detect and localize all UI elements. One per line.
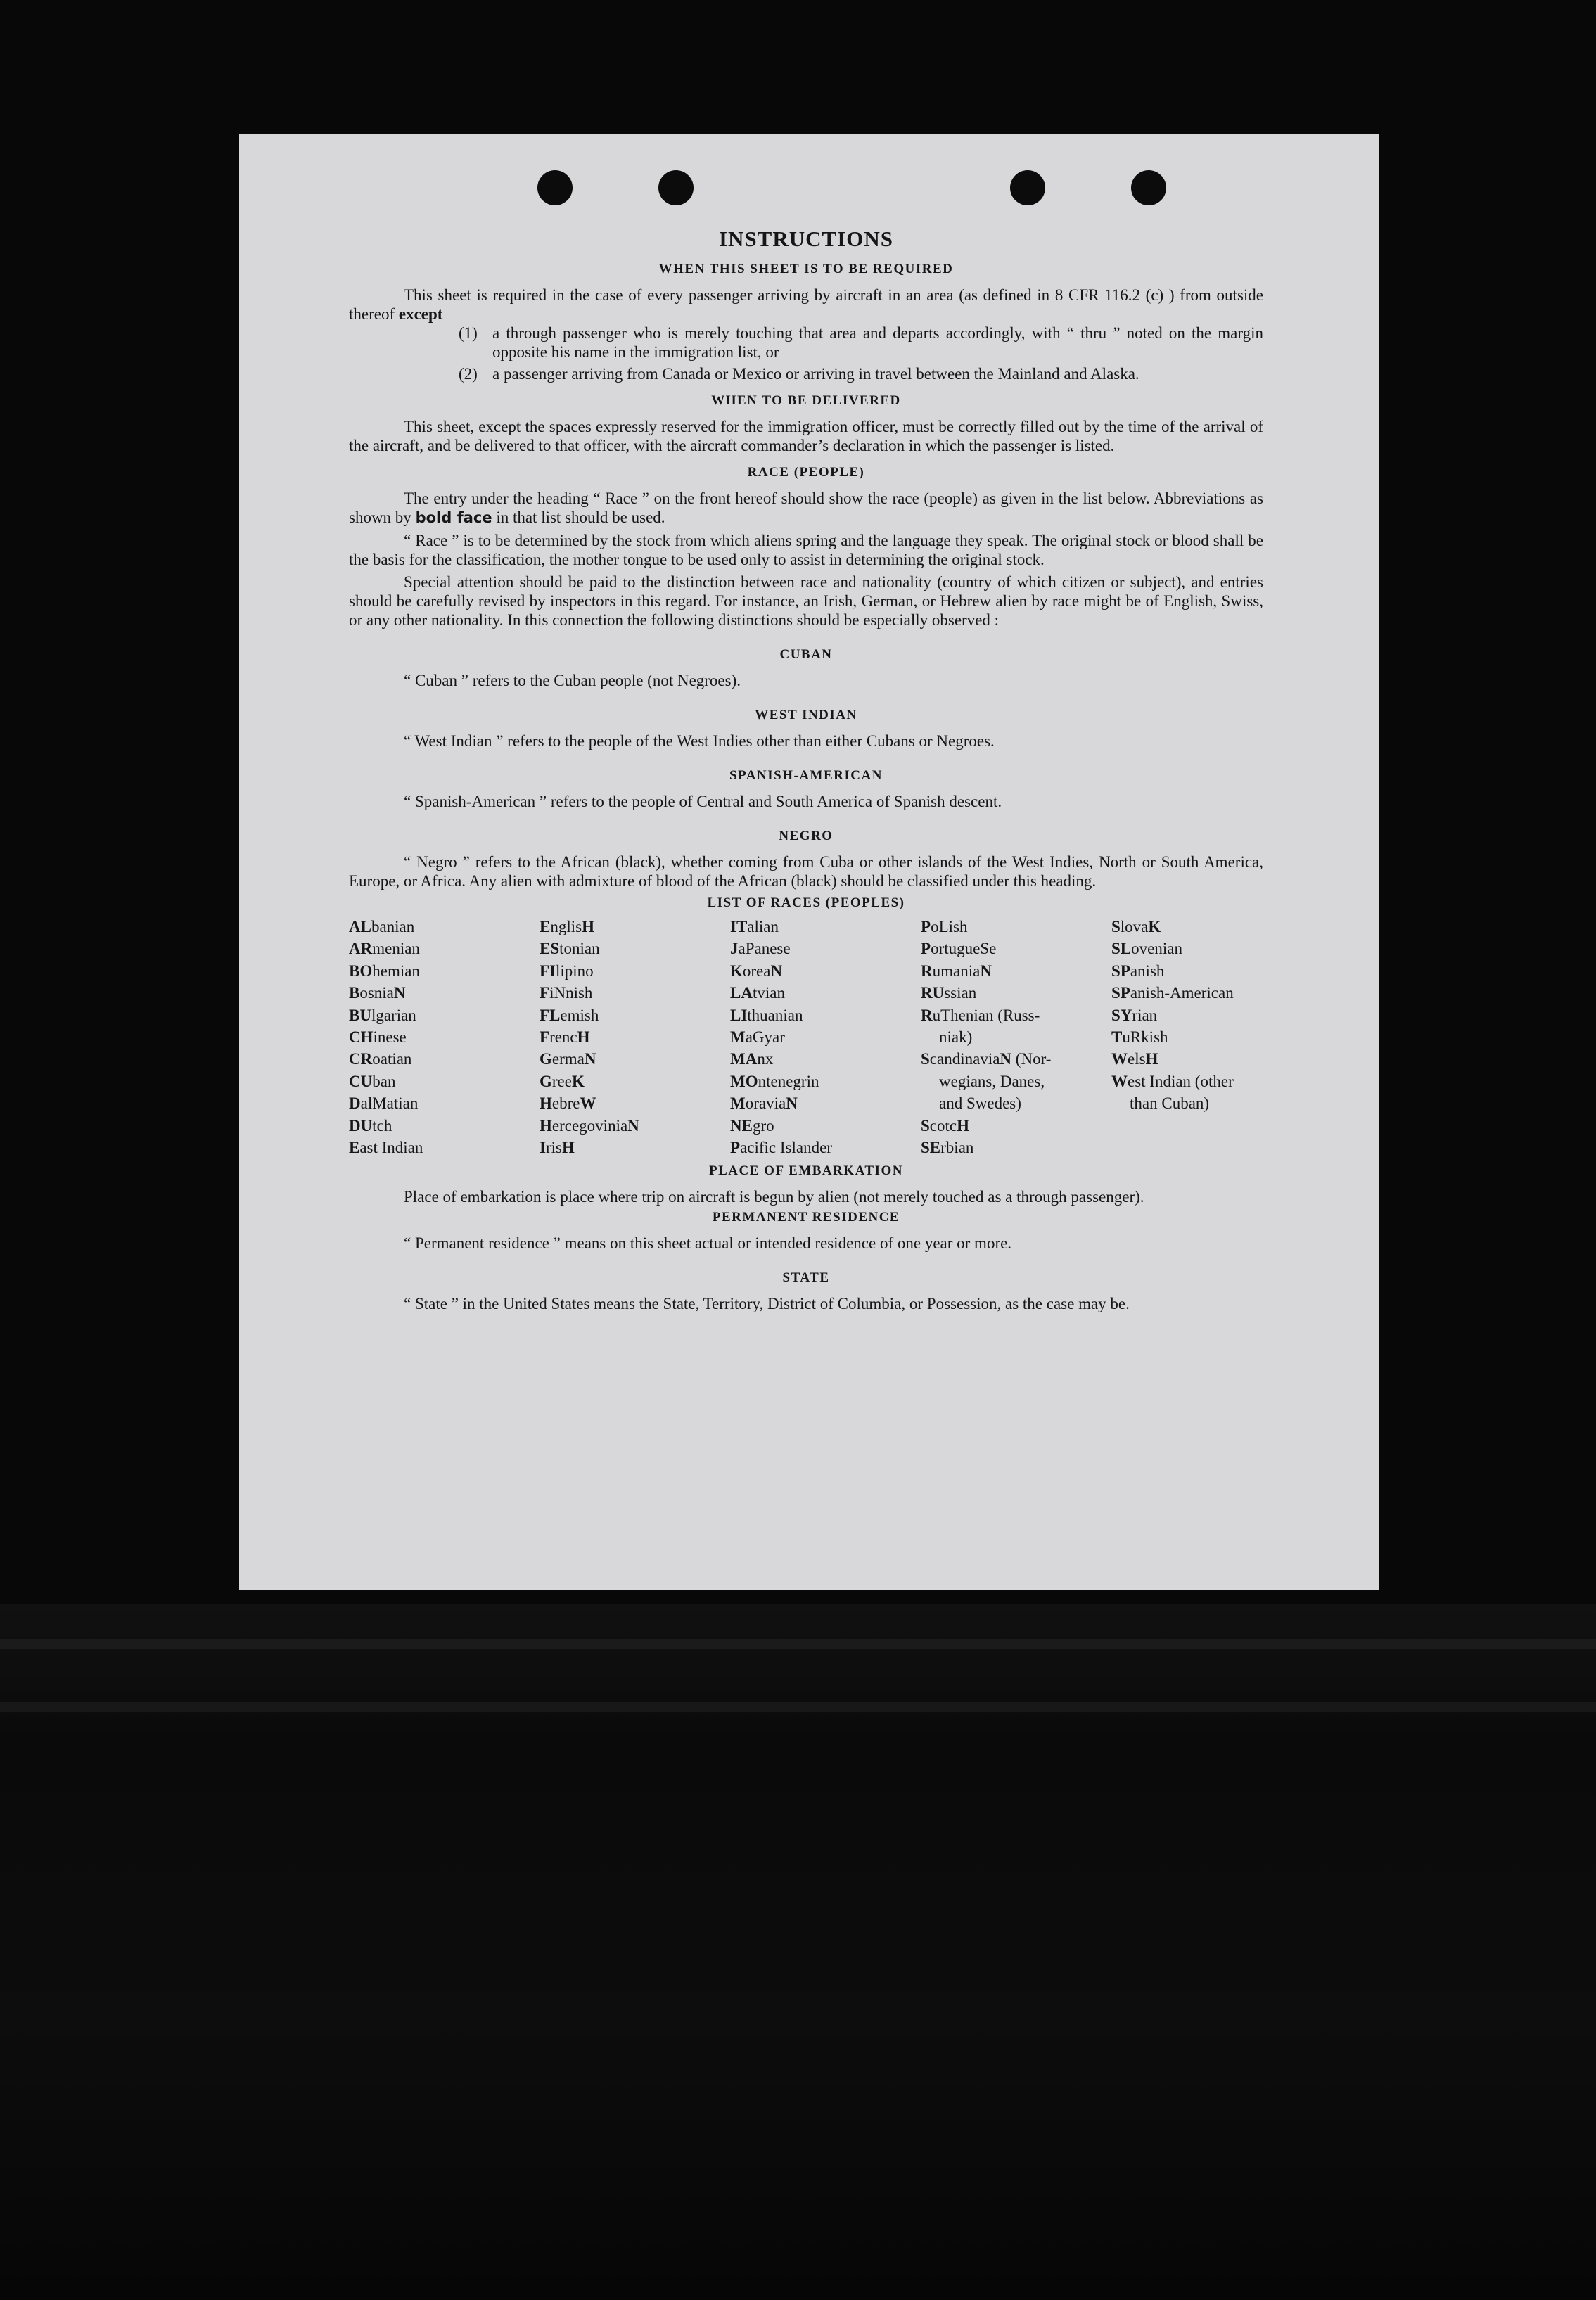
race-entry: ITalian [730, 918, 779, 935]
race-entry: HebreW [540, 1094, 596, 1113]
race-entry: IrisH [540, 1139, 575, 1157]
item-number: (1) [459, 324, 478, 342]
when-required-text: This sheet is required in the case of every passenger arriving by aircraft in an area (as defined in 8 CFR 116.2 (c) ) from outside thereof [349, 286, 1263, 323]
paragraph-cuban: “ Cuban ” refers to the Cuban people (not Negroes). [404, 672, 741, 689]
race-entry: RumaniaN [921, 961, 992, 980]
race-entry: GreeK [540, 1072, 585, 1090]
race-entry: wegians, Danes, [939, 1072, 1045, 1090]
race-entry: PortugueSe [921, 940, 997, 958]
race-entry: SPanish-American [1111, 984, 1234, 1002]
item-text: a passenger arriving from Canada or Mexico or arriving in travel between the Mainland and Alaska. [492, 365, 1139, 383]
paragraph-when-required [349, 286, 1263, 324]
heading-state: STATE [782, 1270, 830, 1286]
race-entry: ScotcH [921, 1116, 969, 1135]
race-entry: niak) [939, 1028, 973, 1047]
race-entry: BosniaN [349, 984, 406, 1002]
race-entry: NEgro [730, 1116, 774, 1135]
race-entry: SErbian [921, 1139, 974, 1157]
race-entry: CUban [349, 1072, 396, 1090]
race-entry: ARmenian [349, 940, 420, 958]
race-entry: LAtvian [730, 984, 785, 1002]
race-entry: CHinese [349, 1028, 407, 1047]
race-entry: MaGyar [730, 1028, 785, 1047]
race-column [921, 916, 1111, 1158]
paragraph-race-3: Special attention should be paid to the distinction between race and nationality (country of which citizen or subject), and entries should be carefully revised by inspectors in this regard. For instance, an Irish, German, or Hebrew alien by race might be of English, Swiss, or any other nationality. In this connection the following distinctions should be especially observed : [349, 573, 1263, 629]
race-entry: SPanish [1111, 961, 1165, 980]
race-entry: DalMatian [349, 1094, 419, 1113]
punch-hole-icon [1131, 170, 1166, 205]
heading-west-indian: WEST INDIAN [755, 708, 857, 722]
race-entry: West Indian (other [1111, 1072, 1234, 1090]
race-entry: MOntenegrin [730, 1072, 819, 1090]
sheet-content [349, 226, 1263, 1313]
race-entry: FIlipino [540, 961, 594, 980]
heading-cuban: CUBAN [779, 647, 833, 662]
paragraph-west-indian: “ West Indian ” refers to the people of the West Indies other than either Cubans or Negroes. [404, 732, 995, 750]
paragraph-spanish-american: “ Spanish-American ” refers to the people of Central and South America of Spanish descent. [404, 793, 1002, 810]
race-entry: HercegoviniaN [540, 1116, 639, 1135]
race-column [730, 916, 921, 1158]
paragraph-race-1 [349, 489, 1263, 528]
instruction-sheet [239, 134, 1379, 1590]
page-title: INSTRUCTIONS [718, 226, 893, 251]
scan-line [0, 1639, 1596, 1649]
heading-embarkation: PLACE OF EMBARKATION [709, 1163, 903, 1179]
race-column [349, 916, 540, 1158]
scan-line [0, 1702, 1596, 1712]
race-entry: East Indian [349, 1139, 423, 1157]
heading-list-of-races: LIST OF RACES (PEOPLES) [707, 895, 905, 910]
race-entry: PoLish [921, 918, 968, 935]
heading-permanent-residence: PERMANENT RESIDENCE [712, 1210, 900, 1225]
race-entry: SlovaK [1111, 918, 1161, 935]
race-text-suffix: in that list should be used. [492, 509, 665, 526]
race-entry: EStonian [540, 940, 600, 958]
race-column [540, 916, 730, 1158]
race-entry: DUtch [349, 1116, 392, 1135]
race-entry: KoreaN [730, 961, 783, 980]
race-entry: Pacific Islander [730, 1139, 832, 1157]
race-entry: GermaN [540, 1050, 596, 1068]
race-entry: ScandinaviaN (Nor- [921, 1050, 1052, 1068]
race-entry: CRoatian [349, 1050, 412, 1068]
heading-spanish-american: SPANISH-AMERICAN [729, 768, 883, 783]
except-bold-text: except [398, 305, 443, 323]
race-entry: and Swedes) [939, 1094, 1021, 1113]
race-text-prefix: The entry under the heading “ Race ” on the front hereof should show the race (people) as given in the list below. Abbreviations as shown by [349, 490, 1263, 526]
heading-negro: NEGRO [779, 829, 834, 843]
race-entry: RuThenian (Russ- [921, 1006, 1040, 1024]
item-text: a through passenger who is merely touching that area and departs accordingly, with “ thru ” noted on the margin opposite his name in the immigration list, or [492, 324, 1263, 361]
race-entry: EnglisH [540, 918, 594, 935]
race-entry: MAnx [730, 1050, 774, 1068]
race-entry: FLemish [540, 1006, 599, 1024]
race-entry: BOhemian [349, 961, 420, 980]
race-entry: SLovenian [1111, 940, 1182, 958]
punch-hole-icon [1010, 170, 1045, 205]
race-entry: MoraviaN [730, 1094, 798, 1113]
paragraph-when-delivered: This sheet, except the spaces expressly reserved for the immigration officer, must be correctly filled out by the time of the arrival of the aircraft, and be delivered to that officer, with the aircraft commander’s declaration in which the passenger is listed. [349, 418, 1263, 454]
heading-when-delivered: WHEN TO BE DELIVERED [711, 393, 901, 408]
heading-when-required: WHEN THIS SHEET IS TO BE REQUIRED [658, 262, 954, 276]
race-entry: than Cuban) [1130, 1094, 1210, 1113]
paragraph-race-2: “ Race ” is to be determined by the stock from which aliens spring and the language they speak. The original stock or blood shall be the basis for the classification, the mother tongue to be used only to assist in determining the original stock. [349, 532, 1263, 568]
item-number: (2) [459, 365, 478, 383]
punch-hole-icon [537, 170, 573, 205]
race-column [1111, 916, 1263, 1158]
list-item [459, 324, 1263, 362]
list-item [459, 364, 1263, 383]
race-entry: LIthuanian [730, 1006, 803, 1024]
paragraph-negro: “ Negro ” refers to the African (black), whether coming from Cuba or other islands of the West Indies, North or South America, Europe, or Africa. Any alien with admixture of blood of the African (black) should be classified under this heading. [349, 853, 1263, 890]
race-entry: JaPanese [730, 940, 791, 958]
race-entry: ALbanian [349, 918, 415, 935]
race-entry: WelsH [1111, 1050, 1158, 1068]
race-entry: FrencH [540, 1028, 590, 1047]
race-entry: FiNnish [540, 984, 593, 1002]
race-entry: BUlgarian [349, 1006, 416, 1024]
paragraph-permanent-residence: “ Permanent residence ” means on this sheet actual or intended residence of one year or more. [404, 1234, 1012, 1253]
paragraph-state: “ State ” in the United States means the State, Territory, District of Columbia, or Possession, as the case may be. [404, 1295, 1130, 1313]
punch-hole-icon [658, 170, 694, 205]
paragraph-embarkation: Place of embarkation is place where trip on aircraft is begun by alien (not merely touched as a through passenger). [404, 1188, 1144, 1206]
race-entry: RUssian [921, 984, 977, 1002]
bold-face-text: bold face [415, 509, 492, 526]
race-entry: SYrian [1111, 1006, 1158, 1024]
heading-race: RACE (PEOPLE) [747, 465, 865, 480]
races-list [349, 916, 1263, 1158]
race-entry: TuRkish [1111, 1028, 1168, 1047]
